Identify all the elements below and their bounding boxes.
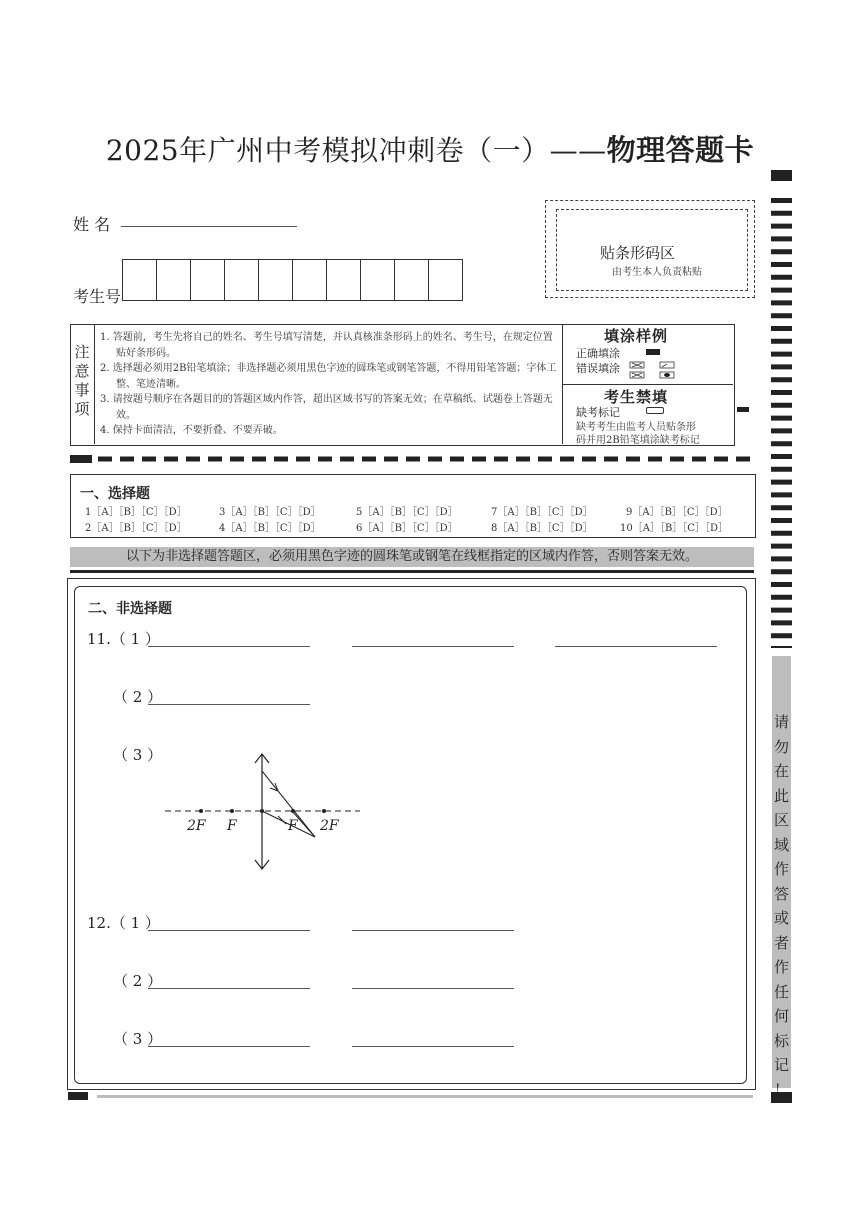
id-digit-box[interactable] xyxy=(292,259,327,301)
barcode-subtitle: 由考生本人负责粘贴 xyxy=(612,267,702,278)
absent-mark-box[interactable] xyxy=(646,407,664,414)
name-field[interactable] xyxy=(121,226,297,227)
notes-char: 意 xyxy=(74,362,90,380)
q11-3-label: （ 3 ） xyxy=(113,746,163,764)
note-item: 3. 请按题号顺序在各题目的的答题区域内作答，超出区域书写的答案无效；在草稿纸、试题卷上答题无效。 xyxy=(100,394,553,421)
page-title xyxy=(0,128,860,169)
title-subject: 物理答题卡 xyxy=(606,133,755,167)
q11-1-answer-c[interactable] xyxy=(555,646,717,647)
notes-side-label xyxy=(70,324,95,444)
barcode-title: 贴条形码区 xyxy=(600,244,676,262)
side-char: 区 xyxy=(773,811,789,829)
q11-1-answer-a[interactable] xyxy=(148,646,310,647)
q11-2-label: （ 2 ） xyxy=(113,688,163,706)
choice-item[interactable]: 7［A］［B］［C］［D］ xyxy=(491,507,593,518)
q12-1-answer-b[interactable] xyxy=(352,930,514,931)
absent-note-2: 码并用2B铅笔填涂缺考标记 xyxy=(576,435,700,446)
id-digit-box[interactable] xyxy=(360,259,395,301)
side-warning-text xyxy=(772,710,791,1102)
notes-list xyxy=(100,330,560,439)
q12-1-label: 12.（ 1 ） xyxy=(87,914,160,932)
panel-divider xyxy=(563,384,733,385)
lens-label-2f-left: 2F xyxy=(187,818,206,834)
id-digit-box[interactable] xyxy=(156,259,191,301)
bottom-timing-mark xyxy=(68,1092,88,1100)
q11-1-answer-b[interactable] xyxy=(352,646,514,647)
choice-item[interactable]: 10［A］［B］［C］［D］ xyxy=(620,523,728,534)
student-id-boxes[interactable] xyxy=(123,259,463,301)
q11-2-answer[interactable] xyxy=(148,704,310,705)
id-digit-box[interactable] xyxy=(190,259,225,301)
choice-item[interactable]: 5［A］［B］［C］［D］ xyxy=(356,507,458,518)
q12-2-label: （ 2 ） xyxy=(113,972,163,990)
notes-char: 事 xyxy=(74,381,90,399)
absent-title: 考生禁填 xyxy=(604,388,669,406)
choice-item[interactable]: 1［A］［B］［C］［D］ xyxy=(85,507,187,518)
choice-item[interactable]: 2［A］［B］［C］［D］ xyxy=(85,523,187,534)
id-digit-box[interactable] xyxy=(122,259,157,301)
side-char: 在 xyxy=(773,762,789,780)
focal-point-2f-right xyxy=(322,809,326,813)
lens-label-2f-right: 2F xyxy=(320,818,339,834)
title-main: 2025年广州中考模拟冲刺卷（一）—— xyxy=(105,134,607,167)
choice-item[interactable]: 3［A］［B］［C］［D］ xyxy=(219,507,321,518)
q11-1-label: 11.（ 1 ） xyxy=(87,630,160,648)
student-id-label: 考生号 xyxy=(73,287,122,306)
side-char: 标 xyxy=(773,1031,789,1050)
correct-fill-label: 正确填涂 xyxy=(576,347,620,360)
side-char: 答 xyxy=(773,884,789,903)
choice-item[interactable]: 8［A］［B］［C］［D］ xyxy=(491,523,593,534)
id-digit-box[interactable] xyxy=(394,259,429,301)
q12-3-answer-b[interactable] xyxy=(352,1046,514,1047)
absent-mark-label: 缺考标记 xyxy=(576,406,620,419)
note-item: 4. 保持卡面清洁，不要折叠、不要弄破。 xyxy=(100,425,283,436)
id-digit-box[interactable] xyxy=(224,259,259,301)
side-char: 或 xyxy=(773,909,789,927)
choice-title: 一、选择题 xyxy=(80,486,150,502)
q12-2-answer-b[interactable] xyxy=(352,988,514,989)
bottom-gray-line xyxy=(97,1095,753,1098)
fill-example-title: 填涂样例 xyxy=(604,327,669,345)
wrong-fill-label: 错误填涂 xyxy=(576,362,620,375)
timing-dash-row xyxy=(70,455,754,463)
q12-2-answer-a[interactable] xyxy=(148,988,310,989)
choice-item[interactable]: 4［A］［B］［C］［D］ xyxy=(219,523,321,534)
nonchoice-title: 二、非选择题 xyxy=(88,601,172,617)
side-char: 此 xyxy=(773,786,789,805)
notice-bar: 以下为非选择题答题区，必须用黑色字迹的圆珠笔或钢笔在线框指定的区域内作答，否则答案无效。 xyxy=(70,547,754,567)
notice-underline xyxy=(70,570,754,573)
correct-fill-sample xyxy=(646,349,660,355)
q12-1-answer-a[interactable] xyxy=(148,930,310,931)
side-char: 记 xyxy=(773,1056,789,1074)
side-char: 域 xyxy=(773,835,789,854)
id-digit-box[interactable] xyxy=(428,259,463,301)
alignment-mark xyxy=(737,407,749,412)
choice-item[interactable]: 6［A］［B］［C］［D］ xyxy=(356,523,458,534)
notes-char: 注 xyxy=(74,343,90,361)
side-char: 任 xyxy=(773,982,789,1001)
lens-label-f-right: F xyxy=(288,818,298,834)
wrong-fill-samples xyxy=(628,361,678,381)
name-label: 姓 名 xyxy=(73,215,111,234)
side-char: 请 xyxy=(773,713,789,731)
lens-diagram[interactable] xyxy=(160,750,370,875)
note-item: 1. 答题前，考生先将自己的姓名、考生号填写清楚，并认真核准条形码上的姓名、考生号，在规定位置贴好条形码。 xyxy=(100,332,553,359)
id-digit-box[interactable] xyxy=(258,259,293,301)
focal-point-f-left xyxy=(230,809,234,813)
q12-3-label: （ 3 ） xyxy=(113,1030,163,1048)
side-char: 作 xyxy=(773,958,789,976)
side-char: 何 xyxy=(773,1007,789,1025)
absent-note-1: 缺考考生由监考人员贴条形 xyxy=(576,422,696,433)
side-char: 勿 xyxy=(773,737,789,756)
choice-item[interactable]: 9［A］［B］［C］［D］ xyxy=(626,507,728,518)
lens-label-f-left: F xyxy=(227,818,237,834)
q12-3-answer-a[interactable] xyxy=(148,1046,310,1047)
focal-point-2f-left xyxy=(199,809,203,813)
note-item: 2. 选择题必须用2B铅笔填涂；非选择题必须用黑色字迹的圆珠笔或钢笔答题，不得用铅笔答题；字体工整、笔迹清晰。 xyxy=(100,363,557,390)
side-char: ！ xyxy=(773,1080,789,1099)
side-char: 作 xyxy=(773,860,789,878)
id-digit-box[interactable] xyxy=(326,259,361,301)
side-char: 者 xyxy=(773,933,789,952)
notes-char: 项 xyxy=(74,400,90,418)
